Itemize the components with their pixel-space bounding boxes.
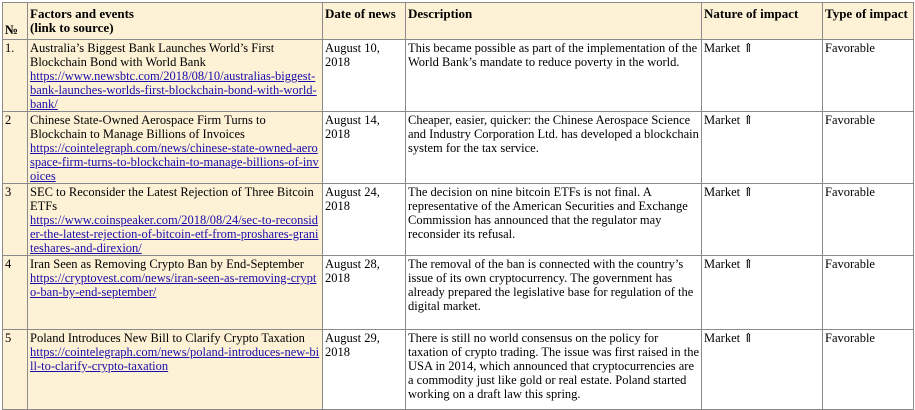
row-title: Australia’s Biggest Bank Launches World’s First Blockchain Bond with World Bank — [30, 41, 275, 69]
news-factors-table — [2, 2, 914, 410]
source-link[interactable]: https://www.coinspeaker.com/2018/08/24/sec-to-reconsider-the-latest-rejection-of-bitcoin-etf-from-proshares-graniteshares-and-direxion/ — [30, 213, 319, 255]
row-number: 5 — [3, 330, 28, 410]
row-number: 4 — [3, 256, 28, 330]
row-type: Favorable — [823, 112, 914, 184]
header-number: № — [3, 3, 28, 40]
header-factors-label: Factors and events — [30, 6, 134, 21]
row-type: Favorable — [823, 330, 914, 410]
row-description: The decision on nine bitcoin ETFs is not final. A representative of the American Securities and Exchange Commission has announced that the regulator may reconsider its refusal. — [406, 184, 702, 256]
row-number: 3 — [3, 184, 28, 256]
row-factor — [28, 184, 323, 256]
row-description: This became possible as part of the implementation of the World Bank’s mandate to reduce poverty in the world. — [406, 40, 702, 112]
header-type: Type of impact — [823, 3, 914, 40]
table-row — [3, 184, 914, 256]
table-header-row — [3, 3, 914, 40]
row-factor — [28, 256, 323, 330]
row-nature: Market ⇑ — [702, 330, 823, 410]
source-link[interactable]: https://cointelegraph.com/news/chinese-state-owned-aerospace-firm-turns-to-blockchain-to-manage-billions-of-invoices — [30, 141, 319, 183]
row-date: August 29, 2018 — [323, 330, 406, 410]
row-title: Chinese State-Owned Aerospace Firm Turns to Blockchain to Manage Billions of Invoices — [30, 113, 266, 141]
source-link[interactable]: https://www.newsbtc.com/2018/08/10/australias-biggest-bank-launches-worlds-first-blockchain-bond-with-world-bank/ — [30, 69, 317, 111]
source-link[interactable]: https://cointelegraph.com/news/poland-introduces-new-bill-to-clarify-crypto-taxation — [30, 345, 320, 373]
source-link[interactable]: https://cryptovest.com/news/iran-seen-as-removing-crypto-ban-by-end-september/ — [30, 271, 317, 299]
header-date: Date of news — [323, 3, 406, 40]
row-number: 1. — [3, 40, 28, 112]
row-type: Favorable — [823, 256, 914, 330]
row-nature: Market ⇑ — [702, 40, 823, 112]
row-description: The removal of the ban is connected with the country’s issue of its own cryptocurrency. The government has already prepared the legislative base for regulation of the digital market. — [406, 256, 702, 330]
row-nature: Market ⇑ — [702, 112, 823, 184]
header-factors — [28, 3, 323, 40]
table-row — [3, 256, 914, 330]
row-description: Cheaper, easier, quicker: the Chinese Aerospace Science and Industry Corporation Ltd. has developed a blockchain system for the tax service. — [406, 112, 702, 184]
header-nature: Nature of impact — [702, 3, 823, 40]
header-description: Description — [406, 3, 702, 40]
header-factors-sublabel: (link to source) — [30, 20, 114, 35]
row-title: Poland Introduces New Bill to Clarify Crypto Taxation — [30, 331, 305, 345]
row-date: August 14, 2018 — [323, 112, 406, 184]
row-nature: Market ⇑ — [702, 184, 823, 256]
row-description: There is still no world consensus on the policy for taxation of crypto trading. The issue was first raised in the USA in 2014, which announced that cryptocurrencies are a commodity just like gold or real estate. Poland started working on a draft law this spring. — [406, 330, 702, 410]
row-date: August 28, 2018 — [323, 256, 406, 330]
table-row — [3, 40, 914, 112]
row-date: August 10, 2018 — [323, 40, 406, 112]
row-factor — [28, 330, 323, 410]
table-row — [3, 112, 914, 184]
table-row — [3, 330, 914, 410]
row-number: 2 — [3, 112, 28, 184]
row-type: Favorable — [823, 40, 914, 112]
row-title: Iran Seen as Removing Crypto Ban by End-September — [30, 257, 304, 271]
row-title: SEC to Reconsider the Latest Rejection of Three Bitcoin ETFs — [30, 185, 314, 213]
row-type: Favorable — [823, 184, 914, 256]
row-nature: Market ⇑ — [702, 256, 823, 330]
row-date: August 24, 2018 — [323, 184, 406, 256]
row-factor — [28, 112, 323, 184]
row-factor — [28, 40, 323, 112]
